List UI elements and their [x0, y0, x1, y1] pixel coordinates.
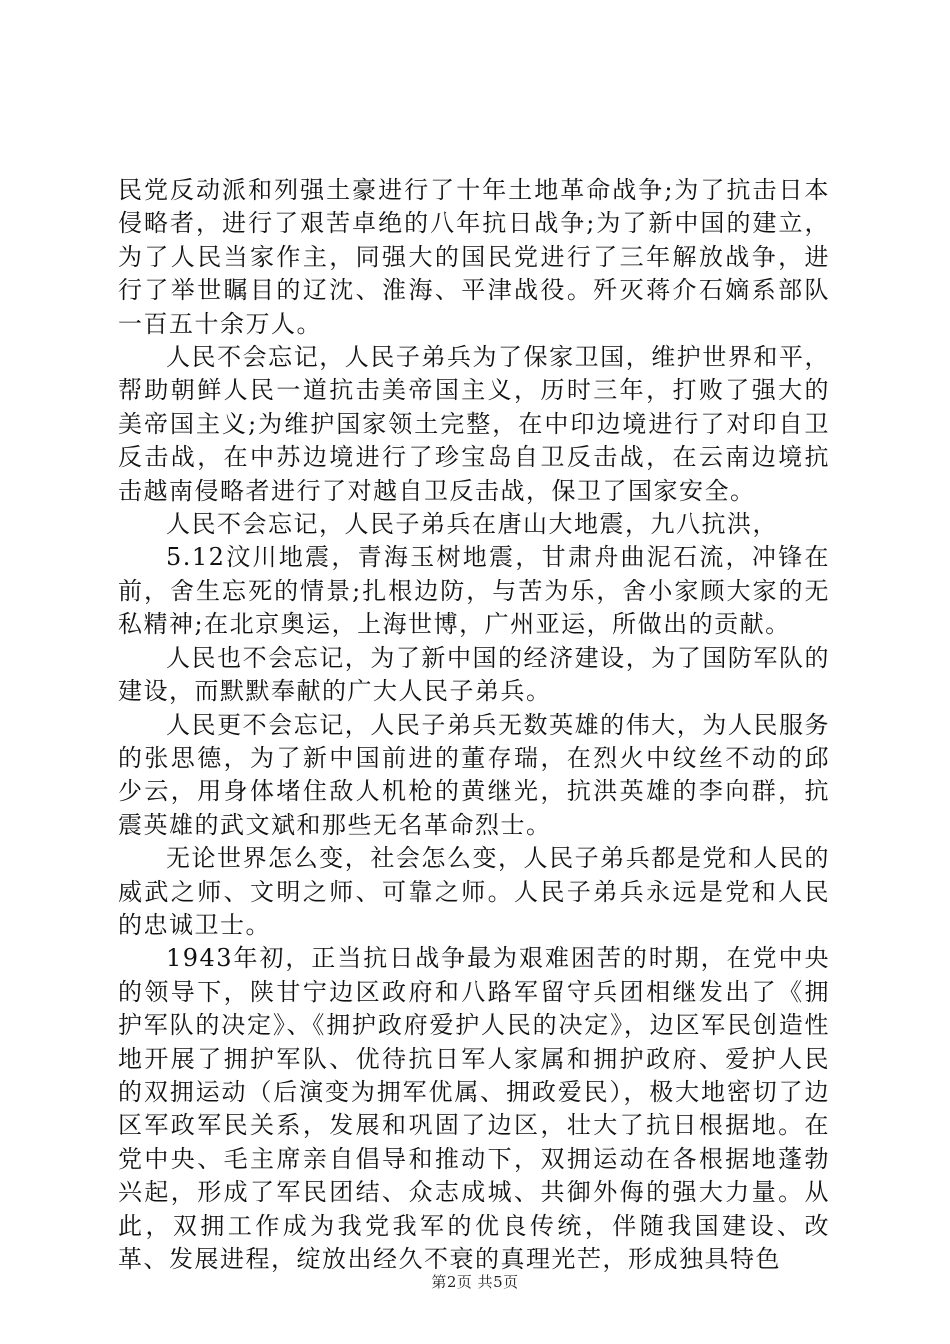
document-body	[118, 174, 830, 1276]
paragraph-7: 无论世界怎么变，社会怎么变，人民子弟兵都是党和人民的威武之师、文明之师、可靠之师。人民子弟兵永远是党和人民的忠诚卫士。	[118, 844, 830, 939]
page-number-label: 第2页 共5页	[431, 1273, 519, 1291]
paragraph-2: 人民不会忘记，人民子弟兵为了保家卫国，维护世界和平，帮助朝鲜人民一道抗击美帝国主义，历时三年，打败了强大的美帝国主义;为维护国家领土完整，在中印边境进行了对印自卫反击战，在中苏边境进行了珍宝岛自卫反击战，在云南边境抗击越南侵略者进行了对越自卫反击战，保卫了国家安全。	[118, 343, 830, 505]
paragraph-6: 人民更不会忘记，人民子弟兵无数英雄的伟大，为人民服务的张思德，为了新中国前进的董存瑞，在烈火中纹丝不动的邱少云，用身体堵住敌人机枪的黄继光，抗洪英雄的李向群，抗震英雄的武文斌和那些无名革命烈士。	[118, 710, 830, 839]
paragraph-5: 人民也不会忘记，为了新中国的经济建设，为了国防军队的建设，而默默奉献的广大人民子弟兵。	[118, 643, 830, 706]
paragraph-3: 人民不会忘记，人民子弟兵在唐山大地震，九八抗洪，	[166, 510, 778, 539]
paragraph-4: 5.12汶川地震，青海玉树地震，甘肃舟曲泥石流，冲锋在前，舍生忘死的情景;扎根边防，与苦为乐，舍小家顾大家的无私精神;在北京奥运，上海世博，广州亚运，所做出的贡献。	[118, 543, 830, 639]
paragraph-1: 民党反动派和列强土豪进行了十年土地革命战争;为了抗击日本侵略者，进行了艰苦卓绝的八年抗日战争;为了新中国的建立，为了人民当家作主，同强大的国民党进行了三年解放战争，进行了举世瞩目的辽沈、淮海、平津战役。歼灭蒋介石嫡系部队一百五十余万人。	[118, 176, 830, 338]
paragraph-8: 1943年初，正当抗日战争最为艰难困苦的时期，在党中央的领导下，陕甘宁边区政府和八路军留守兵团相继发出了《拥护军队的决定》、《拥护政府爱护人民的决定》，边区军民创造性地开展了拥护军队、优待抗日军人家属和拥护政府、爱护人民的双拥运动（后演变为拥军优属、拥政爱民），极大地密切了边区军政军民关系，发展和巩固了边区，壮大了抗日根据地。在党中央、毛主席亲自倡导和推动下，双拥运动在各根据地蓬勃兴起，形成了军民团结、众志成城、共御外侮的强大力量。从此，双拥工作成为我党我军的优良传统，伴随我国建设、改革、发展进程，绽放出经久不衰的真理光芒，形成独具特色	[118, 944, 830, 1273]
page-footer	[0, 1271, 950, 1292]
